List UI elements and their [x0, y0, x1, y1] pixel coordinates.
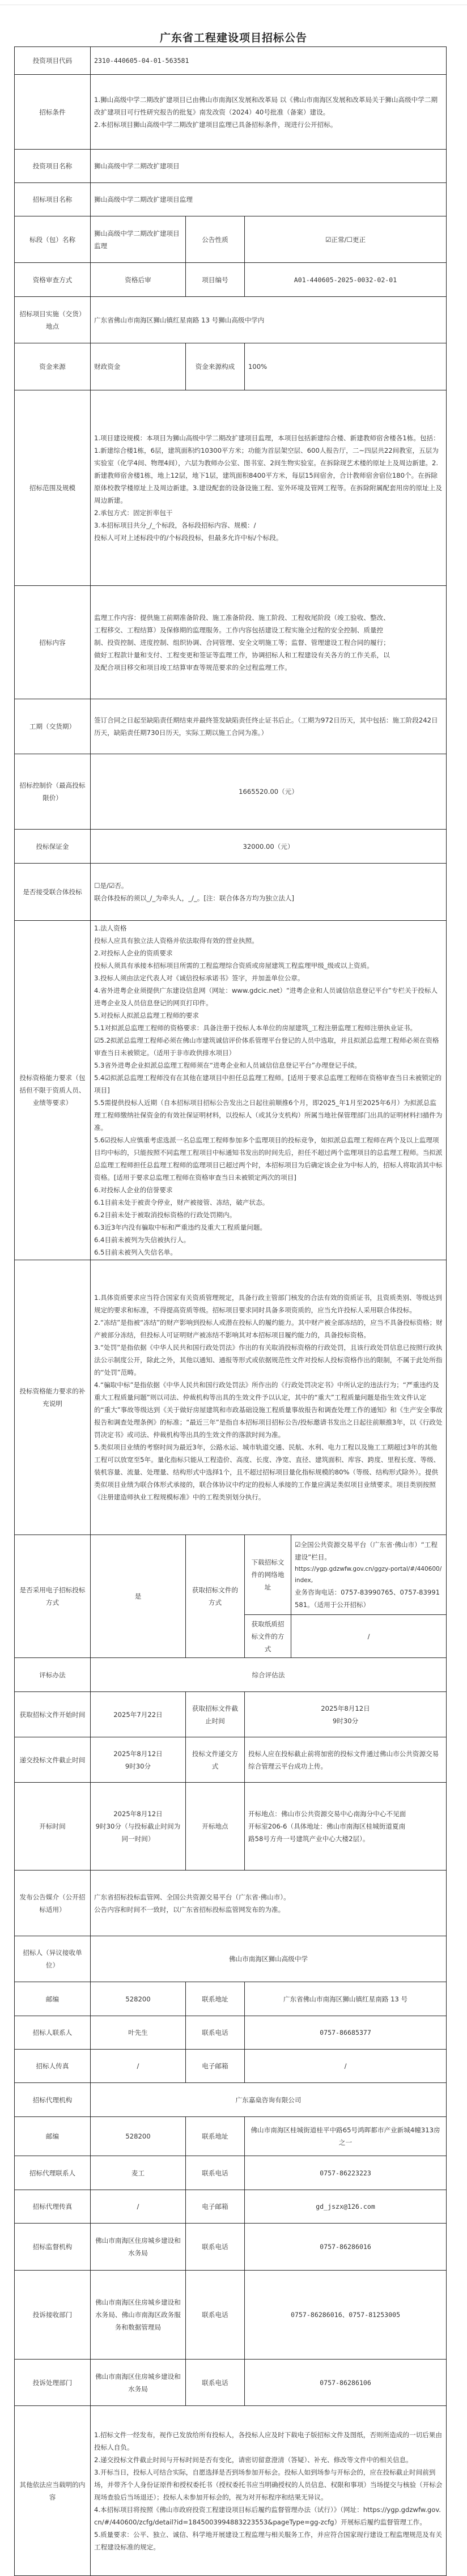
label-agency-post: 邮编 [15, 2117, 91, 2156]
row-deposit [15, 830, 447, 864]
value-supervisor-phone: 0757-86286016 [245, 2224, 447, 2271]
value-supplement [91, 1260, 447, 1535]
doc-end-date: 2025年8月12日 [321, 1704, 370, 1712]
value-opening-place: 开标地点：佛山市公共资源交易中心南海分中心不见面开标室206-6（具体地址：佛山市南海区桂城街道夏南路58号方舟一号建筑产业中心大楼2层）。 [245, 1783, 447, 1871]
value-tenderer: 佛山市南海区狮山高级中学 [91, 1936, 447, 1982]
label-agency: 招标代理机构 [15, 2083, 91, 2117]
label-fund-composition: 资金来源构成 [186, 343, 245, 390]
media-line: 公告内容和时间不一致时，以广东省招标投标监管网发布的为准。 [94, 1905, 285, 1914]
label-tenderer-address: 联系地址 [186, 1982, 245, 2016]
label-invest-name: 投资项目名称 [15, 150, 91, 183]
row-agency-contact [15, 2156, 447, 2190]
value-agency-address: 佛山市南海区桂城街道桂平中路65号鸿晖都市产业新城4幢313房之一 [245, 2117, 447, 2156]
value-tenderer-address: 广东省佛山市南海区狮山镇红星南路 13 号 [245, 1982, 447, 2016]
value-supervisor: 佛山市南海区住房城乡建设和水务局 [91, 2224, 186, 2271]
row-consortium [15, 864, 447, 921]
label-price: 招标控制价（最高投标限价） [15, 754, 91, 830]
label-tenderer-phone: 联系电话 [186, 2016, 245, 2050]
value-content: 监理工作内容：提供施工前期准备阶段、施工准备阶段、施工阶段、工程收尾阶段（竣工验收、整改、工程移交、工程结算）及保修期的监理服务。工作内容包括建设工程实施全过程的安全控制、质量控制、投资控制、进度控制、组织协调、合同管理、安全文明施工等；监督、管理建设工程合同的履行；做好工程款计量和支付、工程变更和签证等监理工作，协调招标人和工程建设有关各方的工作关系，以及配合项目移交和项目竣工结算审查等规范要求的全过程监理工作。 [91, 586, 447, 699]
label-agency-email: 电子邮箱 [186, 2190, 245, 2224]
label-supervisor-phone: 联系电话 [186, 2224, 245, 2271]
label-qualification: 投标资格能力要求（包括但不限于资质人员、业绩等要求） [15, 921, 91, 1260]
row-agency-post [15, 2117, 447, 2156]
row-project-name [15, 183, 447, 216]
download-link[interactable]: https://ygp.gdzwfw.gov.cn/ggzy-portal/#/440600/index, [295, 1566, 442, 1584]
row-tenderer-fax [15, 2050, 447, 2083]
value-location: 广东省佛山市南海区狮山镇红星南路 13 号狮山高级中学内 [91, 297, 447, 343]
row-qualification [15, 921, 447, 1260]
label-doc-end: 获取招标文件截止时间 [186, 1692, 245, 1737]
supp-line: 4.“骗取中标”是指依据《中华人民共和国行政处罚法》所作出的《行政处罚决定书》中所认定的违法行为；“严重违约及重大工程质量问题”则以司法、仲裁机构等出具的生效文件予以认定，其中的“重大”工程质量问题是指生效文件认定的“重大”事故等级达到《关于做好房屋建筑和市政基础设施工程质量事故报告和调查处理工作的通知》和《生产安全事故报告和调查处理条例》的标准；“最近三年”是指自本招标项目招标公告/投标邀请书发出之日起往前顺推3年，以《行政处罚决定书》或司法、仲裁机构等出具的生效文件的落款时间为准。 [94, 1381, 443, 1439]
row-supervisor [15, 2224, 447, 2271]
download-line: ☑全国公共资源交易平台（广东省·佛山市）“工程建设”栏目。 [295, 1541, 438, 1561]
label-tenderer-email: 电子邮箱 [186, 2050, 245, 2083]
value-notice-type: ☑正常/☐更正 [245, 216, 447, 263]
value-project-name: 狮山高级中学二期改扩建项目监理 [91, 183, 447, 216]
value-invest-code: 2310-440605-04-01-563581 [91, 47, 447, 75]
label-obtain-method: 获取招标文件的方式 [186, 1535, 245, 1658]
qual-line: 6.4目前未被列为失信被执行人。 [94, 1236, 190, 1244]
row-tenderer-contact [15, 2016, 447, 2050]
value-evaluation: 综合评估法 [91, 1658, 447, 1692]
value-tenderer-post: 528200 [91, 1982, 186, 2016]
value-others [91, 2406, 447, 2576]
scope-line: 1.项目建设规模：本项目为狮山高级中学二期改扩建项目监理，本项目包括新建综合楼、新建教师宿舍楼各1栋。包括：1.新建综合楼1栋，6层，建筑面积约10300平方米；功能为首层架空层、600人报告厅，二~四层共22间教室，五层为实验室（化学4间、物理4间），六层为教师办公室、图书室、2间生物实验室。在拆除现艺术楼的原址上及周边新建。2.新建教师宿舍楼1栋，地上12层，地下1层，建筑面积8400平方米，每层15间宿舍，合计教师宿舍宿位180个。在拆除原体校教学楼原址上及周边新建。3.建设配套的设备设施工程、室外环境及管网工程等。在拆除附属配套用房的原址上及周边新建。 [94, 434, 442, 504]
value-media [91, 1871, 447, 1936]
value-agency-contact: 麦工 [91, 2156, 186, 2190]
row-others [15, 2406, 447, 2576]
row-invest-name [15, 150, 447, 183]
row-evaluation [15, 1658, 447, 1692]
label-deposit: 投标保证金 [15, 830, 91, 864]
qual-line: 投标人须具有承接本招标项目所需的工程监理综合资质或房屋建筑工程监理甲级_级或以上资质。 [94, 962, 373, 970]
value-tenderer-phone: 0757-86685377 [245, 2016, 447, 2050]
label-tenderer-contact: 招标人联系人 [15, 2016, 91, 2050]
value-scope [91, 390, 447, 586]
doc-end-time: 9时30分 [332, 1716, 359, 1725]
label-complaint-handle: 投诉处理部门 [15, 2360, 91, 2406]
qual-line: 5.对投标人拟派总监理工程师的要求 [94, 1011, 199, 1019]
label-complaint-recv-phone: 联系电话 [186, 2271, 245, 2360]
row-supplement [15, 1260, 447, 1535]
scope-line: 2.承包方式：固定折率包干 [94, 509, 173, 517]
row-section [15, 216, 447, 263]
label-funds: 资金来源 [15, 343, 91, 390]
row-period [15, 699, 447, 754]
others-line: 1.招标文件一经发布，视作已发放给所有投标人，各投标人应及时下载电子版招标文件及图纸，否则所造成的一切后果由投标人自负。 [94, 2430, 442, 2451]
row-electronic [15, 1535, 447, 1615]
conditions-line: 2.本招标项目狮山高级中学二期改扩建项目监理已具备招标条件，现进行公开招标。 [94, 120, 337, 129]
value-funds: 财政资金 [91, 343, 186, 390]
qual-line: 1.法人资格 [94, 924, 127, 932]
label-submit-deadline: 递交投标文件截止时间 [15, 1737, 91, 1783]
label-project-no: 项目编号 [186, 263, 245, 297]
qual-line: 4.省外进粤企业须提供广东建设信息网（网址：www.gdcic.net）“进粤企业和人员诚信信息登记平台”专栏关于投标人进粤企业及人员信息登记的网页打印件。 [94, 987, 438, 1007]
qual-line: 5.6☑投标人应慎重考虑选派一名总监理工程师参加多个监理项目的投标竞争，如拟派总监理工程师在两个及以上监理项目均中标的，只能按照不同监理工程项目中标通知书发出的时间先后，担任不超过两个监理项目的总监理工程师。当拟派总监理工程师担任总监理工程师的监理项目已超过两个时，本招标项目为后确定该企业为中标人的，招标人将取消其中标资格。[适用于要求总监理工程师在资格审查当日未被锁定两次的项目] [94, 1136, 443, 1181]
label-supervisor: 招标监督机构 [15, 2224, 91, 2271]
value-price: 1665520.00（元） [91, 754, 447, 830]
row-complaint-handle [15, 2360, 447, 2406]
label-media: 发布公告媒介（公开招标适用） [15, 1871, 91, 1936]
qual-line: 3.投标人须由法定代表人对《诚信投标承诺书》签字，并加盖单位公章。 [94, 974, 304, 982]
value-period: 签订合同之日起至缺陷责任期结束并最终签发缺陷责任终止证书后止。（工期为972日历天，其中包括：施工阶段242日历天，缺陷责任期730日历天，实际工期以施工合同为准。） [91, 699, 447, 754]
row-price [15, 754, 447, 830]
label-paper-method: 获取纸质招标文件的方式 [245, 1615, 291, 1658]
label-agency-address: 联系地址 [186, 2117, 245, 2156]
row-agency-fax [15, 2190, 447, 2224]
value-complaint-recv: 佛山市南海区住房城乡建设和水务局、佛山市南海区政务服务和数据管理局 [91, 2271, 186, 2360]
supp-line: 5.类似项目业绩的考察时间为最近3年，公路水运、城市轨道交通、民航、水利、电力工程以及施工工期超过3年的其他工程可以放宽至5年。量化指标只能从工程造价、高度、长度、净宽、直径、建筑面积、库容、跨度、里程长度、等级、装机容量、流量、处理量、结构形式中选择1个，且不超过招标项目量化指标规模的80%（等级、结构形式除外）。提供类似项目业绩为联合体形式承接的，联合体协议中约定的投标人承接的工作量应满足类似项目业绩要求。项目类别按照《注册建造师执业工程规模标准》中的工程类别划分执行。 [94, 1443, 440, 1501]
qual-line: ☑5.2拟派总监理工程师必须在佛山市建筑诚信评价体系管理平台登记的人员中选取，并且拟派总监理工程师必须在资格审查当日未被锁定。（适用于非市政供排水项目） [94, 1036, 439, 1057]
label-invest-code: 投资项目代码 [15, 47, 91, 75]
value-submit-deadline [91, 1737, 186, 1783]
label-supplement: 投标资格能力要求的补充说明 [15, 1260, 91, 1535]
label-section: 标段（包）名称 [15, 216, 91, 263]
qual-line: 6.5目前未被列入失信名单。 [94, 1248, 177, 1256]
value-invest-name: 狮山高级中学二期改扩建项目 [91, 150, 447, 183]
value-agency-phone: 0757-86223223 [245, 2156, 447, 2190]
label-opening-time: 开标时间 [15, 1783, 91, 1871]
scope-line: 投标人可对上述标段中的/个标段投标，但最多允许中标/个标段。 [94, 534, 283, 542]
label-agency-fax: 招标代理传真 [15, 2190, 91, 2224]
value-review: 资格后审 [91, 263, 186, 297]
value-submit-method: 投标人应在投标截止前将加密的投标文件通过佛山市公共资源交易综合管理云平台成功上传。 [245, 1737, 447, 1783]
value-paper-method: / [291, 1615, 447, 1658]
row-submit [15, 1737, 447, 1783]
value-complaint-handle: 佛山市南海区住房城乡建设和水务局 [91, 2360, 186, 2406]
opening-time: 9时30分（与投标截止时间为同一时间） [95, 1822, 181, 1843]
qual-line: 5.5需提供投标人近期（自本招标项目招标公告发出之日起往前顺推6个月，即2025_年1月至2025年6月）为拟派总监理工程师缴纳社保资金的有效社保证明材料，以投标人（或其分支机构）所属当地社保管理部门出具的证明材料扫描件为准。 [94, 1099, 443, 1132]
label-agency-phone: 联系电话 [186, 2156, 245, 2190]
qual-line: 投标人应具有独立法人资格并依法取得有效的营业执照。 [94, 937, 258, 945]
label-location: 招标项目实施（交货）地点 [15, 297, 91, 343]
value-electronic: 是 [91, 1535, 186, 1658]
value-agency-fax: / [91, 2190, 186, 2224]
media-line: 广东省招标投标监管网、全国公共资源交易平台（广东省·佛山市）。 [94, 1893, 290, 1901]
value-deposit: 32000.00（元） [91, 830, 447, 864]
value-agency: 广东嘉燊咨询有限公司 [91, 2083, 447, 2117]
qual-line: 6.对投标人企业的信誉要求 [94, 1186, 173, 1194]
supp-line: 3.“处罚”是指依据《中华人民共和国行政处罚法》作出的有关取消投标资格的行政处罚，且该行政处罚信息已按照行政执法公示制度公开，除此之外，其他以通知、通报等形式或依据规范性文件对投标人投标资格作出的限制，不属于此处所指的“处罚”范畴。 [94, 1344, 443, 1376]
others-line: 3.开标当日，投标人可结合实际，自愿选择是否到场参加开标会。投标人如到场参与开标会的，应在投标截止时间前到场，并带齐个人身份证原件和授权委托书（授权委托书应当明确授权的人员信息、权限和事项）当场提交与核验（开标会现场查验后当场退还）；投标人未参加开标会的，视为对开标程序和结果无异议。 [94, 2468, 443, 2501]
qual-line: 6.1目前未处于被责令停业，财产被接管、冻结，破产状态。 [94, 1198, 269, 1206]
label-electronic: 是否采用电子招标投标方式 [15, 1535, 91, 1658]
consortium-line: 联合体投标的须以_/_为牵头人，_/_。[注：联合体各方均为独立法人] [94, 894, 295, 902]
consortium-line: ☐是/☑否。 [94, 882, 128, 890]
label-opening-place: 开标地点 [186, 1783, 245, 1871]
value-project-no: A01-440605-2025-0032-02-01 [245, 263, 447, 297]
row-conditions [15, 75, 447, 150]
row-doc-time [15, 1692, 447, 1737]
announcement-table [14, 46, 447, 2576]
row-review [15, 263, 447, 297]
qual-line: 5.1对拟派总监理工程师的资格要求：具备注册于投标人本单位的房屋建筑_工程注册监理工程师注册执业证书。 [94, 1024, 417, 1032]
qual-line: 5.3省外进粤企业拟派总监理工程师须在“进粤企业和人员诚信信息登记平台”办理登记手续。 [94, 1061, 362, 1069]
qual-line: 6.2目前未处于被取消投标资格的行政处罚期内。 [94, 1211, 236, 1219]
value-doc-start: 2025年7月22日 [91, 1692, 186, 1737]
label-submit-method: 投标文件递交方式 [186, 1737, 245, 1783]
qual-line: 5.4☑拟派总监理工程师没有在其他在建项目中担任总监理工程师。[适用于要求总监理工程师在资格审查当日未被锁定的项目] [94, 1074, 442, 1094]
row-tenderer-post [15, 1982, 447, 2016]
label-agency-contact: 招标代理联系人 [15, 2156, 91, 2190]
label-notice-type: 公告性质 [186, 216, 245, 263]
value-complaint-recv-phone: 0757-86286016、0757-81253005 [245, 2271, 447, 2360]
row-scope [15, 390, 447, 586]
label-tenderer-post: 邮编 [15, 1982, 91, 2016]
qual-line: 6.3近3年内没有骗取中标和严重违约及重大工程质量问题。 [94, 1223, 267, 1231]
submit-time: 9时30分 [125, 1762, 151, 1770]
value-fund-composition: 100% [245, 343, 447, 390]
conditions-line: 1.狮山高级中学二期改扩建项目已由佛山市南海区发展和改革局 以《佛山市南海区发展和改革局关于狮山高级中学二期改扩建项目可行性研究报告的批复》南发改资（2024）40号批准（备案）建设。 [94, 95, 438, 116]
label-project-name: 招标项目名称 [15, 183, 91, 216]
label-complaint-recv: 投诉接收部门 [15, 2271, 91, 2360]
value-opening-time [91, 1783, 186, 1871]
label-download-url: 下载招标文件的网络地址 [245, 1535, 291, 1615]
label-consortium: 是否接受联合体投标 [15, 864, 91, 921]
value-agency-email[interactable]: gd_jszx@126.com [245, 2190, 447, 2224]
value-doc-end [245, 1692, 447, 1737]
label-scope: 招标范围及规模 [15, 390, 91, 586]
supp-line: 1.具体资质要求应当符合国家有关资质管理规定，具备行政主管部门核发的合法有效的资质证书，且资质类别、等级达到规定的要求和标准，不得提高资质等级。招标项目要求同时具备多项资质的，应当允许投标人采用联合体投标。 [94, 1294, 442, 1314]
value-conditions [91, 75, 447, 150]
label-content: 招标内容 [15, 586, 91, 699]
value-tenderer-email: / [245, 2050, 447, 2083]
label-complaint-handle-phone: 联系电话 [186, 2360, 245, 2406]
label-tenderer-fax: 招标人传真 [15, 2050, 91, 2083]
row-invest-code [15, 47, 447, 75]
value-complaint-handle-phone: 0757-86286106 [245, 2360, 447, 2406]
opening-date: 2025年8月12日 [113, 1810, 163, 1818]
supp-line: 2.“冻结”是指被“冻结”的财产影响到投标人或潜在投标人的履约能力。其中财产被全部冻结的，应当不具备投标资格；财产被部分冻结，但投标人可证明财产被冻结不影响其对本招标项目履约能力的，具备投标资格。 [94, 1319, 443, 1339]
others-line: 4.本招标项目将按照《佛山市政府投资工程建设项目标后履约监督管理办法（试行）》（网址：https://ygp.gdzwfw.gov.cn/#/440600/zcfg/detail?id=1845003994883223553&pageType=gg-zcfg）开展标后履约监督管理工作。 [94, 2505, 441, 2526]
row-content [15, 586, 447, 699]
value-qualification [91, 921, 447, 1260]
download-line: 业务咨询电话：0757-83990765、0757-83991581。（适用于公开招标） [295, 1588, 440, 1609]
value-download-url [291, 1535, 447, 1615]
label-others: 其他依法应当载明的内容 [15, 2406, 91, 2576]
row-agency [15, 2083, 447, 2117]
label-evaluation: 评标办法 [15, 1658, 91, 1692]
label-tenderer: 招标人（异议接收单位） [15, 1936, 91, 1982]
label-period: 工期（交货期） [15, 699, 91, 754]
label-conditions: 招标条件 [15, 75, 91, 150]
scope-line: 3.本招标项目共分_/_个标段，各标段招标内容、规模：/ [94, 521, 256, 529]
qual-line: 2.对投标人企业的资质要求 [94, 949, 173, 957]
row-funds [15, 343, 447, 390]
row-complaint-recv [15, 2271, 447, 2360]
row-tenderer [15, 1936, 447, 1982]
label-review: 资格审查方式 [15, 263, 91, 297]
page-title: 广东省工程建设项目招标公告 [159, 32, 307, 44]
others-line: 5.质量要求：公平、独立、诚信、科学地开展建设工程监理与相关服务工作，并应符合国家现行建设工程监理规范及有关工程建设标准的规定。 [94, 2530, 442, 2551]
submit-date: 2025年8月12日 [113, 1749, 163, 1758]
value-tenderer-contact: 叶先生 [91, 2016, 186, 2050]
others-line: 2.递交投标文件截止时间与开标时间是否有变化，请密切留意澄清（答疑）、补充、修改等文件中的相关信息。 [94, 2455, 413, 2464]
row-opening [15, 1783, 447, 1871]
value-tenderer-fax: / [91, 2050, 186, 2083]
row-location [15, 297, 447, 343]
value-agency-post: 528200 [91, 2117, 186, 2156]
row-media [15, 1871, 447, 1936]
label-doc-start: 获取招标文件开始时间 [15, 1692, 91, 1737]
value-consortium [91, 864, 447, 921]
value-section: 狮山高级中学二期改扩建项目监理 [91, 216, 186, 263]
